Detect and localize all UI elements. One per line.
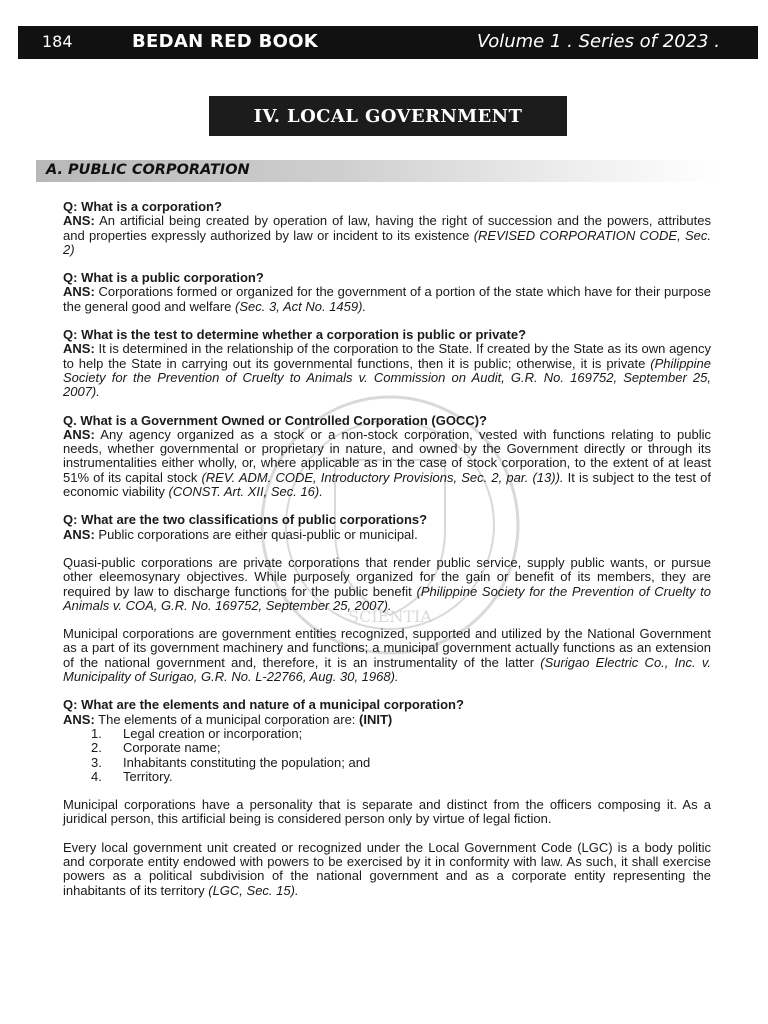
municipal-paragraph: Municipal corporations are government entities recognized, supported and utilized by the National Government as a part of its government machinery and functions; a municipal government actually functions as an extension of the national government and, therefore, it is an instrumentality of the latter (Surigao Electric Co., Inc. v. Municipality of Surigao, G.R. No. L-22766, Aug. 30, 1968). (63, 626, 711, 685)
qa-item (63, 698, 711, 784)
qa-item (63, 328, 711, 399)
quasi-public-paragraph: Quasi-public corporations are private corporations that render public service, supply public wants, or pursue other eleemosynary objectives. While purposely organized for the gain or benefit of its members, they are required by law to discharge functions for the public benefit (Philippine Society for the Prevention of Cruelty to Animals v. COA, G.R. No. 169752, September 25, 2007). (63, 554, 712, 613)
volume-label: Volume 1 . Series of 2023 . (476, 31, 720, 52)
elements-list (91, 727, 711, 784)
page-header (18, 26, 758, 59)
citation: (Philippine Society for the Prevention of Cruelty to Animals v. Commission on Audit, G.R. No. 169752, September 25, 2007). (63, 355, 711, 400)
subsection-title: A. PUBLIC CORPORATION (46, 162, 250, 178)
answer: ANS: An artificial being created by operation of law, having the right of succession and the powers, attributes and properties expressly authorized by law or incident to its existence (REVISED CORPORATION CODE, Sec. 2) (63, 213, 711, 257)
question: Q: What is a corporation? (63, 199, 222, 214)
lgu-paragraph: Every local government unit created or recognized under the Local Government Code (LGC) is a body politic and corporate entity endowed with powers to be exercised by it in conformity with law. As such, it shall exercise powers as a political subdivision of the national government and as a corporate entity representing the inhabitants of its territory (LGC, Sec. 15). (63, 839, 711, 898)
citation: (Surigao Electric Co., Inc. v. Municipality of Surigao, G.R. No. L-22766, Aug. 30, 1968). (63, 654, 711, 685)
list-item: 1. Legal creation or incorporation; (91, 725, 303, 741)
citation: (REV. ADM. CODE, Introductory Provisions, Sec. 2, par. (13)). (201, 469, 564, 485)
answer: ANS: The elements of a municipal corporation are: (INIT) (63, 711, 393, 727)
qa-item (63, 513, 711, 542)
answer: ANS: Public corporations are either quasi-public or municipal. (63, 526, 418, 542)
question: Q. What is a Government Owned or Controlled Corporation (GOCC)? (63, 412, 487, 428)
qa-item (63, 271, 711, 314)
question: Q: What is the test to determine whether a corporation is public or private? (63, 327, 527, 343)
citation: (Sec. 3, Act No. 1459). (235, 298, 367, 314)
list-item: 3. Inhabitants constituting the population; and (91, 754, 371, 770)
qa-item (63, 414, 711, 500)
section-title: IV. LOCAL GOVERNMENT (209, 96, 567, 136)
question: Q: What are the elements and nature of a municipal corporation? (63, 697, 464, 713)
citation: (REVISED CORPORATION CODE, Sec. 2) (63, 227, 711, 257)
citation: (Philippine Society for the Prevention of Cruelty to Animals v. COA, G.R. No. 169752, September 25, 2007). (63, 583, 712, 613)
answer: ANS: Any agency organized as a stock or a non-stock corporation, vested with functions relating to public needs, whether governmental or proprietary in nature, and owned by the Government directly or through its instrumentalities either wholly, or, where applicable as in the case of stock corporation, to the extent of at least 51% of its capital stock (REV. ADM. CODE, Introductory Provisions, Sec. 2, par. (13)). It is subject to the test of economic viability (CONST. Art. XII, Sec. 16). (63, 426, 712, 500)
answer: ANS: Corporations formed or organized for the government of a portion of the state which have for their purpose the general good and welfare (Sec. 3, Act No. 1459). (63, 284, 711, 314)
page-number: 184 (42, 32, 73, 51)
question: Q: What are the two classifications of public corporations? (63, 512, 428, 528)
watermark-text: SCIENTIA (348, 607, 432, 626)
qa-item (63, 200, 711, 257)
book-title: BEDAN RED BOOK (132, 31, 319, 52)
answer: ANS: It is determined in the relationship of the corporation to the State. If created by the State as its own agency to help the State in carrying out its governmental functions, then it is public; otherwise, it is private (Philippine Society for the Prevention of Cruelty to Animals v. Commission on Audit, G.R. No. 169752, September 25, 2007). (63, 341, 711, 400)
citation: (CONST. Art. XII, Sec. 16). (168, 484, 323, 500)
personality-paragraph: Municipal corporations have a personality that is separate and distinct from the officers composing it. As a juridical person, this artificial being is considered person only by virtue of legal fiction. (63, 797, 711, 827)
subsection-banner (36, 160, 718, 182)
citation: (LGC, Sec. 15). (208, 882, 299, 898)
list-item: 4. Territory. (91, 768, 173, 784)
list-item: 2. Corporate name; (91, 740, 221, 756)
mnemonic: (INIT) (359, 711, 393, 727)
question: Q: What is a public corporation? (63, 270, 264, 286)
page-content (63, 200, 711, 912)
